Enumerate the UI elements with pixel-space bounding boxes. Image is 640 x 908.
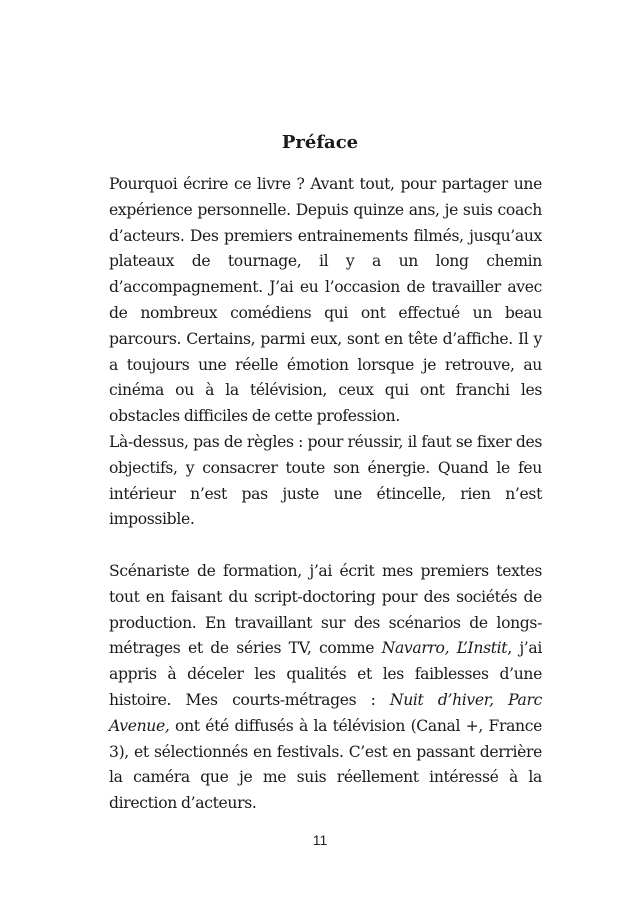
text-segment: ont été diffusés à la télévision (Canal +, France 3), et sélectionnés en festivals. C’est en passant derrière la caméra que je me suis réellement intéressé à la direction d’acteurs. [109, 716, 542, 813]
paragraph [109, 559, 542, 817]
paragraph [109, 172, 542, 430]
italic-title: Nuit d’hiver, Parc Avenue, [109, 690, 542, 735]
text-segment: Pourquoi écrire ce livre ? Avant tout, pour partager une expérience personnelle. Depuis quinze ans, je suis coach d’acteurs. Des premiers entrainements filmés, jusqu’aux plateaux de tournage, il y a un long chemin d’accompagnement. J’ai eu l’occasion de travailler avec de nombreux comédiens qui ont effectué un beau parcours. Certains, parmi eux, sont en tête d’affiche. Il y a toujours une réelle émotion lorsque je retrouve, au cinéma ou à la télévision, ceux qui ont franchi les obstacles difficiles de cette profession. [109, 175, 542, 426]
page-number: 11 [312, 832, 328, 848]
italic-title: Navarro, L’Instit [381, 639, 508, 658]
paragraph [109, 430, 542, 533]
text-segment: Scénariste de formation, j’ai écrit mes premiers textes tout en faisant du script-doctoring pour des sociétés de production. En travaillant sur des scénarios de longs-métrages et de séries TV, comme [109, 561, 542, 658]
body-text [109, 172, 542, 817]
text-segment: , j’ai appris à déceler les qualités et les faiblesses d’une histoire. Mes courts-métrages : [109, 639, 543, 709]
chapter-title: Préface [281, 132, 359, 153]
text-segment: Là-dessus, pas de règles : pour réussir, il faut se fixer des objectifs, y consacrer toute son énergie. Quand le feu intérieur n’est pas juste une étincelle, rien n’est impossible. [109, 432, 542, 529]
